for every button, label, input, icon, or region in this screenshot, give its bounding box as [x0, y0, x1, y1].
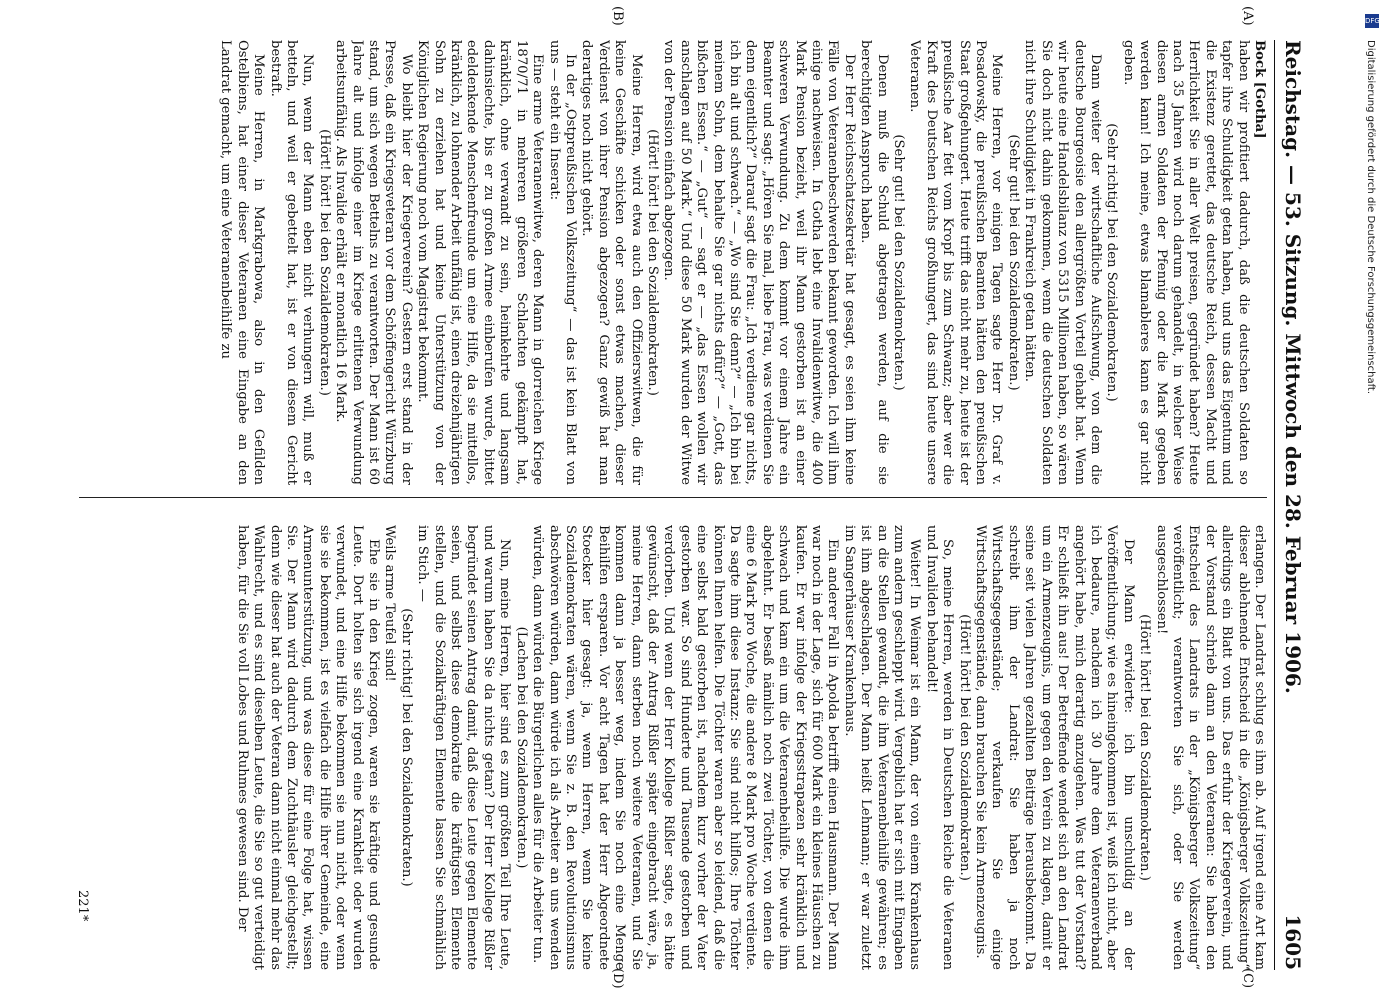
page-number: 1605 [1281, 914, 1305, 970]
interjection: (Sehr richtig! bei den Sozialdemokraten.) [398, 608, 414, 887]
column-divider [79, 497, 1267, 498]
paragraph: Ein anderer Fall in Apolda betrifft einen Hausmann. Der Mann war noch in der Lage, sich für 600 Mark ein kleines Häuschen zu kaufen. Er war infolge der Kriegsstrapazen sehr kränklich und schwach und kam ein um die Veteranenbeihilfe. Die wurde ihm abgelehnt. Er besaß nämlich noch zwei Töchter, von denen die eine 6 Mark pro Woche, die andere 8 Mark pro Woche verdiente. Da sagte ihm diese Instanz: Sie sind nicht hilflos; Ihre Töchter können Ihnen helfen. Die Töchter waren aber so leidend, daß die eine selbst bald gestorben ist, nachdem kurz vorher der Vater gestorben war. So sind Hunderte und Tausende gestorben und verdorben. Und wenn der Herr Kollege Rißler sagte, es hätte gewünscht, daß der Antrag Rißler später eingebracht wäre, ja, meine Herren, dann sterben noch weitere Veteranen, und Sie kommen dann ja besser weg, indem Sie noch eine Menge Beihilfen ersparen. Vor acht Tagen hat der Herr Abgeordnete Stoecker hier gesagt: ja, wenn Herren, wenn Sie keine Sozialdemokraten wären, wenn Sie z. B. den Revolutionismus abschwören würden, dann würde ich als Arbeiter an uns wenden würden, dann würden die Bürgerlichen alles für die Arbeiter tun. [530, 525, 841, 970]
paragraph: erlangen. Der Landrat schlug es ihm ab. Auf irgend eine Art kam dieser ablehnende Entscheid in die „Königsberger Volkszeitung“ allerdings ein Blatt von uns. Das erfuhr der Kriegerverein, und der Vorstand schrieb dann an den Veteranen: Sie haben den Entscheid des Landrats in der „Königsberger Volkszeitung“ veröffentlicht; verantworten Sie sich, oder Sie werden ausgeschlossen! [1153, 525, 1267, 970]
margin-mark-a: (A) [1240, 6, 1255, 26]
margin-mark-b: (B) [610, 6, 625, 26]
paragraph: Ehe sie in den Krieg zogen, waren sie kräftige und gesunde Leute. Dort holten sie sich irgend eine Krankheit oder wurden verwundet, und eine Hilfe bekommen sie nun nicht, oder wenn sie sie bekommen, ist es vielfach die Hilfe ihrer Gemeinde, eine Armenunterstützung, und was diese für eine Folge hat, wissen Sie. Der Mann wird dadurch dem Zuchthäusler gleichgestellt; denn wie dieser hat auch der Veteran dann nicht einmal mehr das Wahlrecht, und es sind dieselben Leute, die Sie so gut verteidigt haben, für die Sie voll Lobes und Ruhmes gewesen sind. Der [234, 525, 382, 970]
interjection: (Hört! hört! bei den Sozialdemokraten.) [956, 614, 972, 881]
interjection: (Sehr gut! bei den Sozialdemokraten.) [891, 134, 907, 391]
left-column [75, 40, 1267, 485]
paragraph: Meine Herren, wird etwa auch den Offizierswitwen, die für keine Geschäfte schicken oder sonst etwas machen, dieser Verdienst von ihrer Pension abgezogen? Ganz gewiß hat man derartiges noch nicht gehört. [579, 40, 644, 485]
paragraph: Dann weiter der wirtschaftliche Aufschwung, von dem die deutsche Bourgeoisie den allergrößten Vorteil gehabt hat. Wenn wir heute eine Handelsbilanz von 5315 Millionen haben, so wären Sie doch nicht dahin gekommen, wenn die deutschen Soldaten nicht ihre Schuldigkeit in Frankreich getan hätten. [1022, 40, 1103, 485]
paragraph: Nun, wenn der Mann eben nicht verhungern will, muß er betteln, und weil er gebettelt hat, ist er von diesem Gericht bestraft. [267, 40, 316, 485]
interjection: (Lachen bei den Sozialdemokraten.) [513, 626, 529, 869]
header-title: Reichstag. — 53. Sitzung. Mittwoch den 28. Februar 1906. [1281, 40, 1305, 694]
quotation: Eine arme Veteranenwitwe, deren Mann in glorreichen Kriege 1870/71 in mehreren größeren Schlachten gekämpft hat, kränklich, ohne verwandt zu sein, heimkehrte und langsam dahinsiechte, bis er zu großen Armee einberufen wurde, bittet edeldenkende Menschenfreunde um eine Hilfe, da sie mittellos, kränklich, zu lohnender Arbeit unfähig ist, einen dreizehnjährigen Sohn zu erziehen hat und keine Unterstützung von der Königlichen Regierung noch vom Magistrat bekommt. [415, 40, 546, 485]
paragraph: Meine Herren, in Markgrabowa, also in den Gefilden Ostelbiens, hat einer dieser Veteranen eine Eingabe an den Landrat gemacht, um eine Veteranenbeihilfe zu [218, 40, 267, 485]
interjection: (Sehr gut! bei den Sozialdemokraten.) [1005, 134, 1021, 391]
page-header [1265, 40, 1305, 970]
page-ref: 221* [75, 890, 90, 922]
paragraph: So, meine Herren, werden in Deutschen Reiche die Veteranen und Invaliden behandelt! [923, 525, 956, 970]
paragraph: In der „Ostpreußischen Volkszeitung“ — das ist kein Blatt von uns — steht ein Inserat: [546, 40, 578, 485]
document-page [35, 0, 1325, 1000]
header-rule [1274, 40, 1275, 970]
interjection: (Sehr richtig! bei den Sozialdemokraten.) [1104, 123, 1120, 402]
margin-mark-d: (D) [610, 968, 625, 989]
interjection: (Hört! hört! bei den Sozialdemokraten.) [1137, 614, 1153, 881]
dfg-logo: DFG [1365, 14, 1379, 28]
credit-line: Digitalisierung gefördert durch die Deutsche Forschungsgemeinschaft. [1365, 40, 1376, 395]
paragraph: Weils arme Teufel sind! [382, 525, 398, 682]
paragraph: Nun, meine Herren, hier sind es zum größten Teil Ihre Leute, und warum haben Sie da nichts getan? Der Herr Kollege Rißler begründet seinen Antrag damit, daß diese Leute gegen Elemente seien, und selbst diese demokratie die kräftigsten Elemente stellen, und die Sozialkräftigen Elemente lassen Sie schmählich im Stich. — [415, 525, 513, 970]
paragraph: Denen muß die Schuld abgetragen werden, auf die sie berechtigten Anspruch haben. [858, 40, 890, 485]
paragraph: Der Herr Reichsschatzsekretär hat gesagt, es seien ihm keine Fälle von Veteranenbeschwerden bekannt geworden. Ich will ihm einige nachweisen. In Gotha lebt eine Invalidenwitwe, die 400 Mark Pension bezieht, weil ihr Mann gestorben ist an einer schweren Verwundung. Zu dem kommt vor einem Jahre ein Beamter und sagt: „Hören Sie mal, liebe Frau, was verdienen Sie denn eigentlich?“ Darauf sagt die Frau: „Ich verdiene gar nichts, ich bin alt und schwach.“ — „Wo sind Sie denn?“ — „Ich bin bei meinem Sohn, dem behalte Sie gar nichts dafür?“ — „Gott, das bißchen Essen.“ — „Gut“ — sagt er — „das Essen wollen wir anschlagen auf 50 Mark.“ Und diese 50 Mark wurden der Witwe von der Pension einfach abgezogen. [661, 40, 857, 485]
paragraph: Meine Herren, vor einigen Tagen sagte Herr Dr. Graf v. Posadowsky, die preußischen Beamten hätten den preußischen Staat großgehungert. Heute trifft das nicht mehr zu, heute ist der preußische Aar fett vom Kropf bis zum Schwanz; aber wer die Kraft des Deutschen Reichs großhungert, das sind heute unsere Veteranen. [907, 40, 1005, 485]
paragraph: Weiter! In Weimar ist ein Mann, der von einem Krankenhaus zum andern geschleppt wird. Vergeblich hat er sich mit Eingaben an die Stellen gewandt, die ihm Veteranenbeihilfe gewähren; es ist ihm abgeschlagen. Der Mann heißt Lehmann; er war zuletzt im Sangerhäuser Krankenhaus. [841, 525, 923, 970]
margin-mark-c: (C) [1240, 968, 1255, 989]
paragraph: Der Mann erwiderte: ich bin unschuldig an der Veröffentlichung; wie es hineingekommen ist, weiß ich nicht, aber ich bedaure, nachdem ich 30 Jahre dem Veteranenverband angehört habe, mich derartig anzugehen. Was tut der Vorstand? Er schließt ihn aus! Der Betreffende wendet sich an den Landrat um ein Armenzeugnis, um gegen den Verein zu klagen, damit er seine seit vielen Jahren gezahlten Beiträge herausbekommt. Da schreibt ihm der Landrat: Sie haben ja noch Wirtschaftsgegenstände; verkaufen Sie einige Wirtschaftsgegenstände, dann brauchen Sie kein Armenzeugnis. [973, 525, 1136, 970]
paragraph: haben wir profitiert dadurch, daß die deutschen Soldaten so tapfer ihre Schuldigkeit getan haben, und uns das Eigentum und die Existenz gerettet, das deutsche Reich, dessen Macht und Herrlichkeit Sie in aller Welt preisen, gegründet haben? Heute nach 35 Jahren wird noch darum gehandelt, in welcher Weise diesen armen Soldaten der Pfennig oder die Mark gegeben werden kann! Ich meine, etwas blamableres kann es gar nicht geben. [1120, 40, 1251, 485]
speaker-tag: Bock [Gotha] [1252, 40, 1267, 139]
paragraph: Wo bleibt hier der Kriegerverein? Gestern erst stand in der Presse, daß ein Kriegsveteran vor dem Schöffengericht Würzburg stand, um sich wegen Bettelns zu verantworten. Der Mann ist 60 Jahre alt und infolge einer im Kriege erlittenen Verwundung arbeitsunfähig. Als Invalide erhält er monatlich 16 Mark. [333, 40, 414, 485]
right-column [75, 525, 1267, 970]
interjection: (Hört! hört! bei den Sozialdemokraten.) [644, 129, 660, 396]
interjection: (Hört! hört! bei den Sozialdemokraten.) [316, 129, 332, 396]
